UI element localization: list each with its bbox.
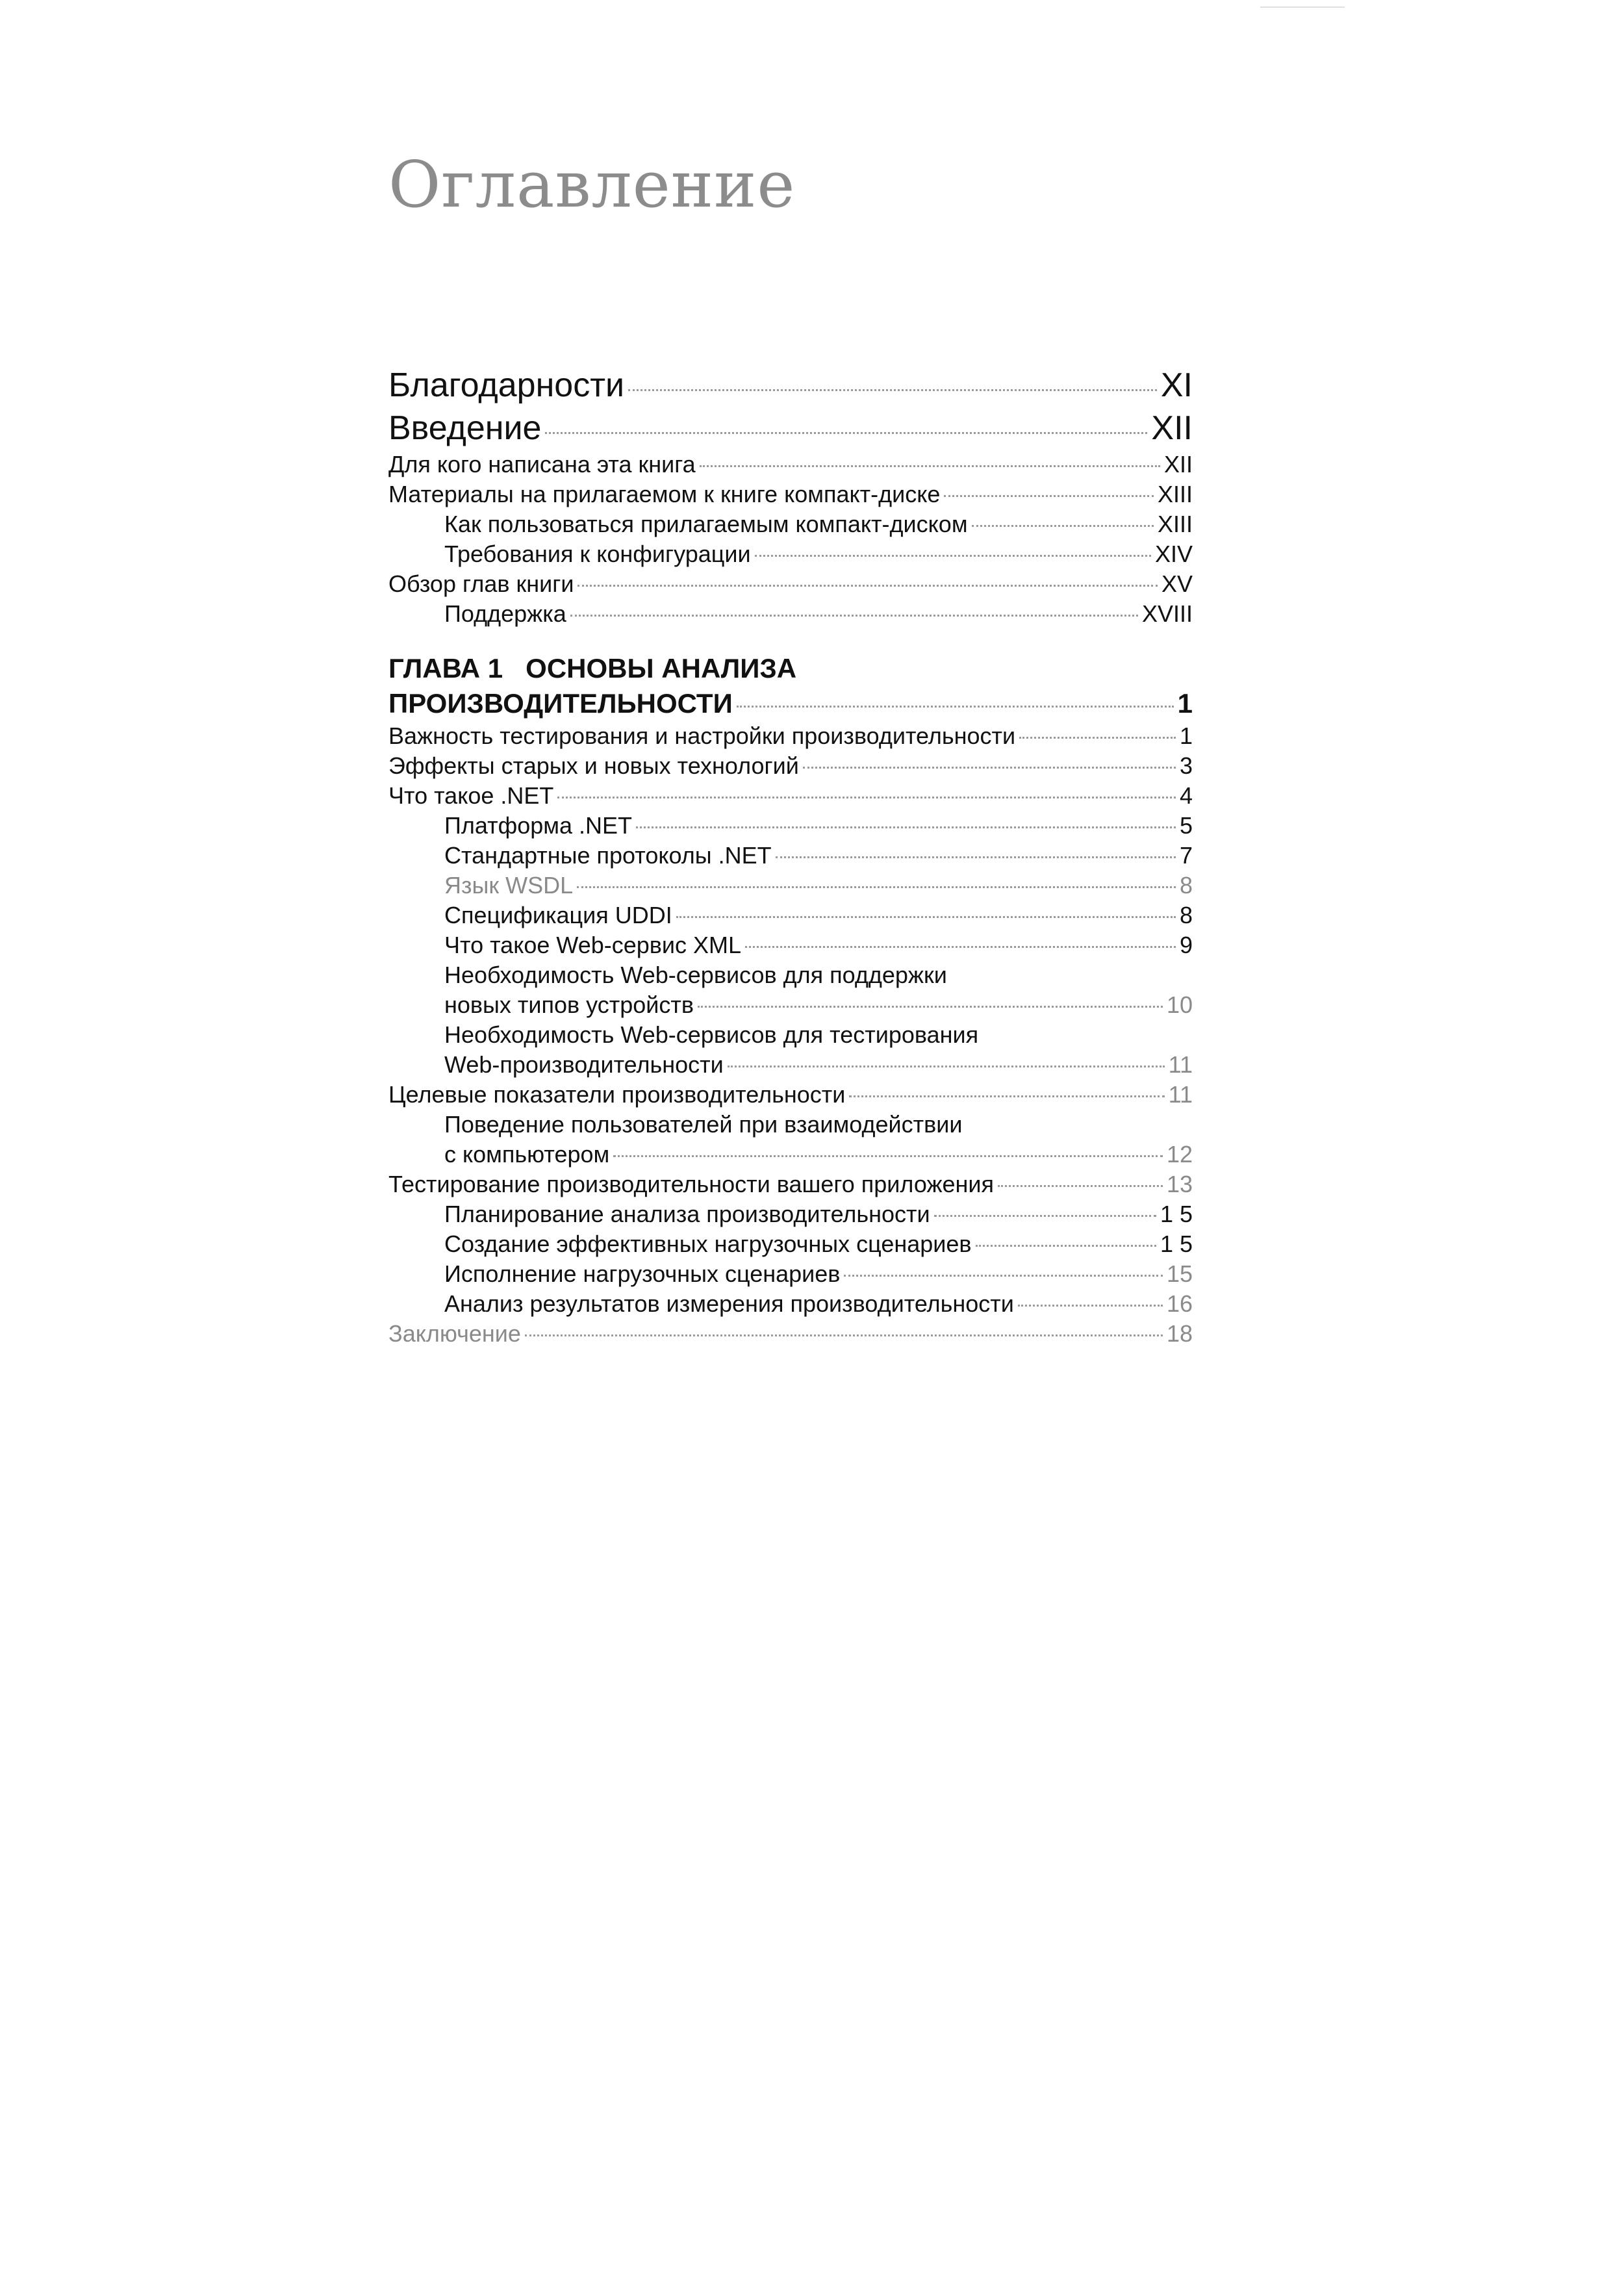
toc-entry-page: 9 xyxy=(1179,932,1193,958)
toc-entry-label: Планирование анализа производительности xyxy=(444,1201,930,1227)
toc-entry-label: с компьютером xyxy=(444,1141,610,1168)
toc-entry-label: Необходимость Web-сервисов для тестирования xyxy=(444,1021,979,1048)
toc-entry-page: XII xyxy=(1151,409,1193,447)
toc-entry-label: Стандартные протоколы .NET xyxy=(444,842,772,869)
toc-entry[interactable] xyxy=(388,479,1193,509)
toc-entry[interactable] xyxy=(388,509,1193,539)
toc-entry[interactable] xyxy=(388,1169,1193,1199)
toc-entry-page: 8 xyxy=(1179,902,1193,928)
toc-entry-label: Язык WSDL xyxy=(444,872,574,899)
chapter-page: 1 xyxy=(1177,688,1193,719)
dot-leader xyxy=(577,886,1176,888)
toc-entry-line1[interactable] xyxy=(388,960,1193,990)
toc-entry-page: 12 xyxy=(1166,1141,1193,1168)
toc-entry[interactable] xyxy=(388,599,1193,629)
toc-entry-label: Материалы на прилагаемом к книге компакт-диске xyxy=(388,481,941,507)
dot-leader xyxy=(944,495,1154,497)
toc-entry-label: Необходимость Web-сервисов для поддержки xyxy=(444,962,947,988)
toc-entry-page: 1 5 xyxy=(1160,1201,1193,1227)
toc-entry-label: Web-производительности xyxy=(444,1051,724,1078)
toc-entry[interactable] xyxy=(388,1080,1193,1110)
dot-leader xyxy=(570,615,1138,617)
toc-entry[interactable] xyxy=(388,539,1193,569)
dot-leader xyxy=(1019,737,1176,739)
dot-leader xyxy=(525,1334,1163,1336)
toc-entry-label: Создание эффективных нагрузочных сценариев xyxy=(444,1231,972,1257)
toc-entry-label: Поведение пользователей при взаимодействии xyxy=(444,1111,963,1138)
toc-entry-page: 4 xyxy=(1179,782,1193,809)
dot-leader xyxy=(776,856,1176,858)
toc-entry[interactable] xyxy=(388,450,1193,479)
toc-entry-label: Требования к конфигурации xyxy=(444,541,751,567)
toc-entry-page: XV xyxy=(1161,570,1193,597)
toc-entry-page: 8 xyxy=(1179,872,1193,899)
dot-leader xyxy=(557,797,1176,798)
toc-entry[interactable] xyxy=(388,1199,1193,1229)
dot-leader xyxy=(934,1215,1156,1217)
toc-entry[interactable] xyxy=(388,1289,1193,1319)
dot-leader xyxy=(577,585,1158,587)
dot-leader xyxy=(700,465,1160,467)
dot-leader xyxy=(545,432,1147,434)
dot-leader xyxy=(737,706,1174,708)
dot-leader xyxy=(698,1006,1163,1008)
toc-entry-page: 1 xyxy=(1179,722,1193,749)
dot-leader xyxy=(844,1275,1163,1277)
toc-entry[interactable] xyxy=(388,900,1193,930)
toc-entry-label: Благодарности xyxy=(388,366,625,404)
toc-entry[interactable] xyxy=(388,1050,1193,1080)
dot-leader xyxy=(849,1095,1164,1097)
dot-leader xyxy=(972,525,1154,527)
dot-leader xyxy=(803,767,1176,769)
toc-entry[interactable] xyxy=(388,781,1193,811)
toc-entry-page: 7 xyxy=(1179,842,1193,869)
toc-entry-label: Целевые показатели производительности xyxy=(388,1081,846,1108)
toc-entry-label: новых типов устройств xyxy=(444,991,694,1018)
dot-leader xyxy=(755,555,1151,557)
toc-entry-label: Для кого написана эта книга xyxy=(388,451,696,478)
toc-entry-page: 5 xyxy=(1179,812,1193,839)
toc-entry-label: Спецификация UDDI xyxy=(444,902,672,928)
dot-leader xyxy=(998,1185,1163,1187)
toc-entry[interactable] xyxy=(388,871,1193,900)
dot-leader xyxy=(628,389,1157,391)
page-title: Оглавление xyxy=(388,148,796,222)
toc-entry-label: Анализ результатов измерения производительности xyxy=(444,1290,1014,1317)
toc-entry-page: 10 xyxy=(1166,991,1193,1018)
toc-entry-label: Что такое Web-сервис XML xyxy=(444,932,742,958)
toc-entry-page: 16 xyxy=(1166,1290,1193,1317)
toc-entry-page: XIV xyxy=(1154,541,1193,567)
toc-entry[interactable] xyxy=(388,569,1193,599)
toc-entry-introduction[interactable] xyxy=(388,407,1193,450)
chapter-title-line2: ПРОИЗВОДИТЕЛЬНОСТИ xyxy=(388,688,733,719)
chapter-heading-line2[interactable] xyxy=(388,686,1193,721)
dot-leader xyxy=(728,1066,1165,1067)
toc-entry-page: XVIII xyxy=(1141,600,1193,627)
chapter-title-line1: ГЛАВА 1 ОСНОВЫ АНАЛИЗА xyxy=(388,653,797,683)
toc-entry-page: XII xyxy=(1163,451,1193,478)
toc-entry-page: XI xyxy=(1160,366,1193,404)
toc-entry-page: 11 xyxy=(1168,1081,1193,1108)
dot-leader xyxy=(976,1245,1156,1247)
toc-entry-label: Тестирование производительности вашего приложения xyxy=(388,1171,995,1197)
toc-entry-label: Обзор глав книги xyxy=(388,570,574,597)
toc-entry[interactable] xyxy=(388,990,1193,1020)
toc-entry-page: 13 xyxy=(1166,1171,1193,1197)
toc-entry-label: Заключение xyxy=(388,1320,521,1347)
scan-mark xyxy=(1260,0,1345,8)
toc-entry-page: 11 xyxy=(1168,1051,1193,1078)
toc-entry-line1[interactable] xyxy=(388,1020,1193,1050)
chapter-heading[interactable] xyxy=(388,651,1193,686)
dot-leader xyxy=(676,916,1176,918)
toc-entry[interactable] xyxy=(388,930,1193,960)
dot-leader xyxy=(1018,1305,1163,1307)
toc-entry[interactable] xyxy=(388,1259,1193,1289)
toc-entry-label: Введение xyxy=(388,409,542,447)
toc-entry[interactable] xyxy=(388,1140,1193,1169)
dot-leader xyxy=(745,946,1176,948)
toc-entry-label: Важность тестирования и настройки производительности xyxy=(388,722,1016,749)
toc-entry[interactable] xyxy=(388,1319,1193,1349)
toc-entry-page: 3 xyxy=(1179,752,1193,779)
toc-entry[interactable] xyxy=(388,811,1193,841)
toc-entry-label: Эффекты старых и новых технологий xyxy=(388,752,799,779)
toc-entry-label: Поддержка xyxy=(444,600,566,627)
toc-entry-page: XIII xyxy=(1157,511,1193,537)
toc-entry[interactable] xyxy=(388,841,1193,871)
toc-entry[interactable] xyxy=(388,751,1193,781)
toc-entry-line1[interactable] xyxy=(388,1110,1193,1140)
toc-entry-page: 15 xyxy=(1166,1260,1193,1287)
toc-entry[interactable] xyxy=(388,721,1193,751)
toc-entry-page: 1 5 xyxy=(1160,1231,1193,1257)
toc-entry-page: XIII xyxy=(1157,481,1193,507)
dot-leader xyxy=(636,826,1176,828)
toc-entry-label: Исполнение нагрузочных сценариев xyxy=(444,1260,841,1287)
toc-entry[interactable] xyxy=(388,1229,1193,1259)
toc-entry-label: Платформа .NET xyxy=(444,812,633,839)
toc-entry-label: Как пользоваться прилагаемым компакт-диском xyxy=(444,511,968,537)
toc-entry-label: Что такое .NET xyxy=(388,782,554,809)
table-of-contents xyxy=(388,364,1193,1349)
toc-entry-page: 18 xyxy=(1166,1320,1193,1347)
toc-entry-acknowledgements[interactable] xyxy=(388,364,1193,407)
dot-leader xyxy=(613,1155,1163,1157)
